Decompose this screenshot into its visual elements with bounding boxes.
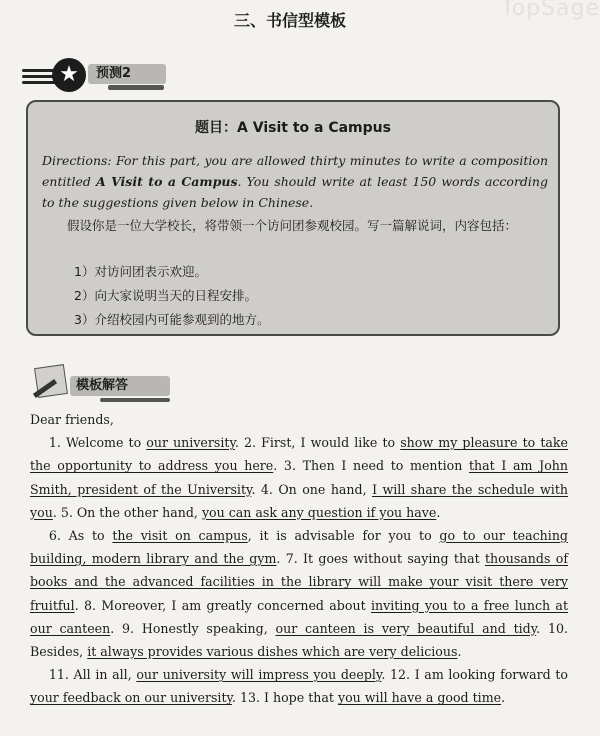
prompt-title: 题目：A Visit to a Campus [195,120,391,136]
directions-text: Directions: For this part, you are allowed thirty minutes to write a composition entitled A Visit to a Campus. You should write at least 150 words according to the suggestions given below in Chinese. [42,153,548,210]
sample-letter [30,408,568,710]
intro-text: 假设你是一位大学校长，将带领一个访问团参观校园。写一篇解说词，内容包括： [67,218,518,233]
page-title: 三、书信型模板 [233,11,346,30]
paragraph-2: 6. As to the visit on campus, it is advisable for you to go to our teaching building, modern library and the gym. 7. It goes without saying that thousands of books and the advanced facilities in the library will make your visit there very fruitful. 8. Moreover, I am greatly concerned about inviting you to a free lunch at our canteen. 9. Honestly speaking, our canteen is very beautiful and tidy. 10. Besides, it always provides various dishes which are very delicious. [30,528,569,660]
prediction-badge [22,58,162,96]
watermark: TopSage [500,0,600,21]
paragraph-1: 1. Welcome to our university. 2. First, I would like to show my pleasure to take the opportunity to address you here. 3. Then I need to mention that I am John Smith, president of the University. 4. On one hand, I will share the schedule with you. 5. On the other hand, you can ask any question if you have. [30,435,569,520]
paragraph-3: 11. All in all, our university will impress you deeply. 12. I am looking forward to your feedback on our university. 13. I hope that you will have a good time. [30,667,568,706]
template-badge-label: 模板解答 [70,376,170,396]
suggestion-2: 2）向大家说明当天的日程安排。 [74,288,257,303]
badge-underline [108,85,164,90]
writing-icon [30,366,66,398]
suggestion-1: 1）对访问团表示欢迎。 [74,264,207,279]
star-icon: ★ [52,58,86,92]
prompt-box [26,100,560,336]
template-badge-underline [100,398,170,402]
badge-label: 预测2 [88,64,166,84]
suggestion-3: 3）介绍校园内可能参观到的地方。 [74,312,270,327]
salutation: Dear friends, [30,412,114,427]
